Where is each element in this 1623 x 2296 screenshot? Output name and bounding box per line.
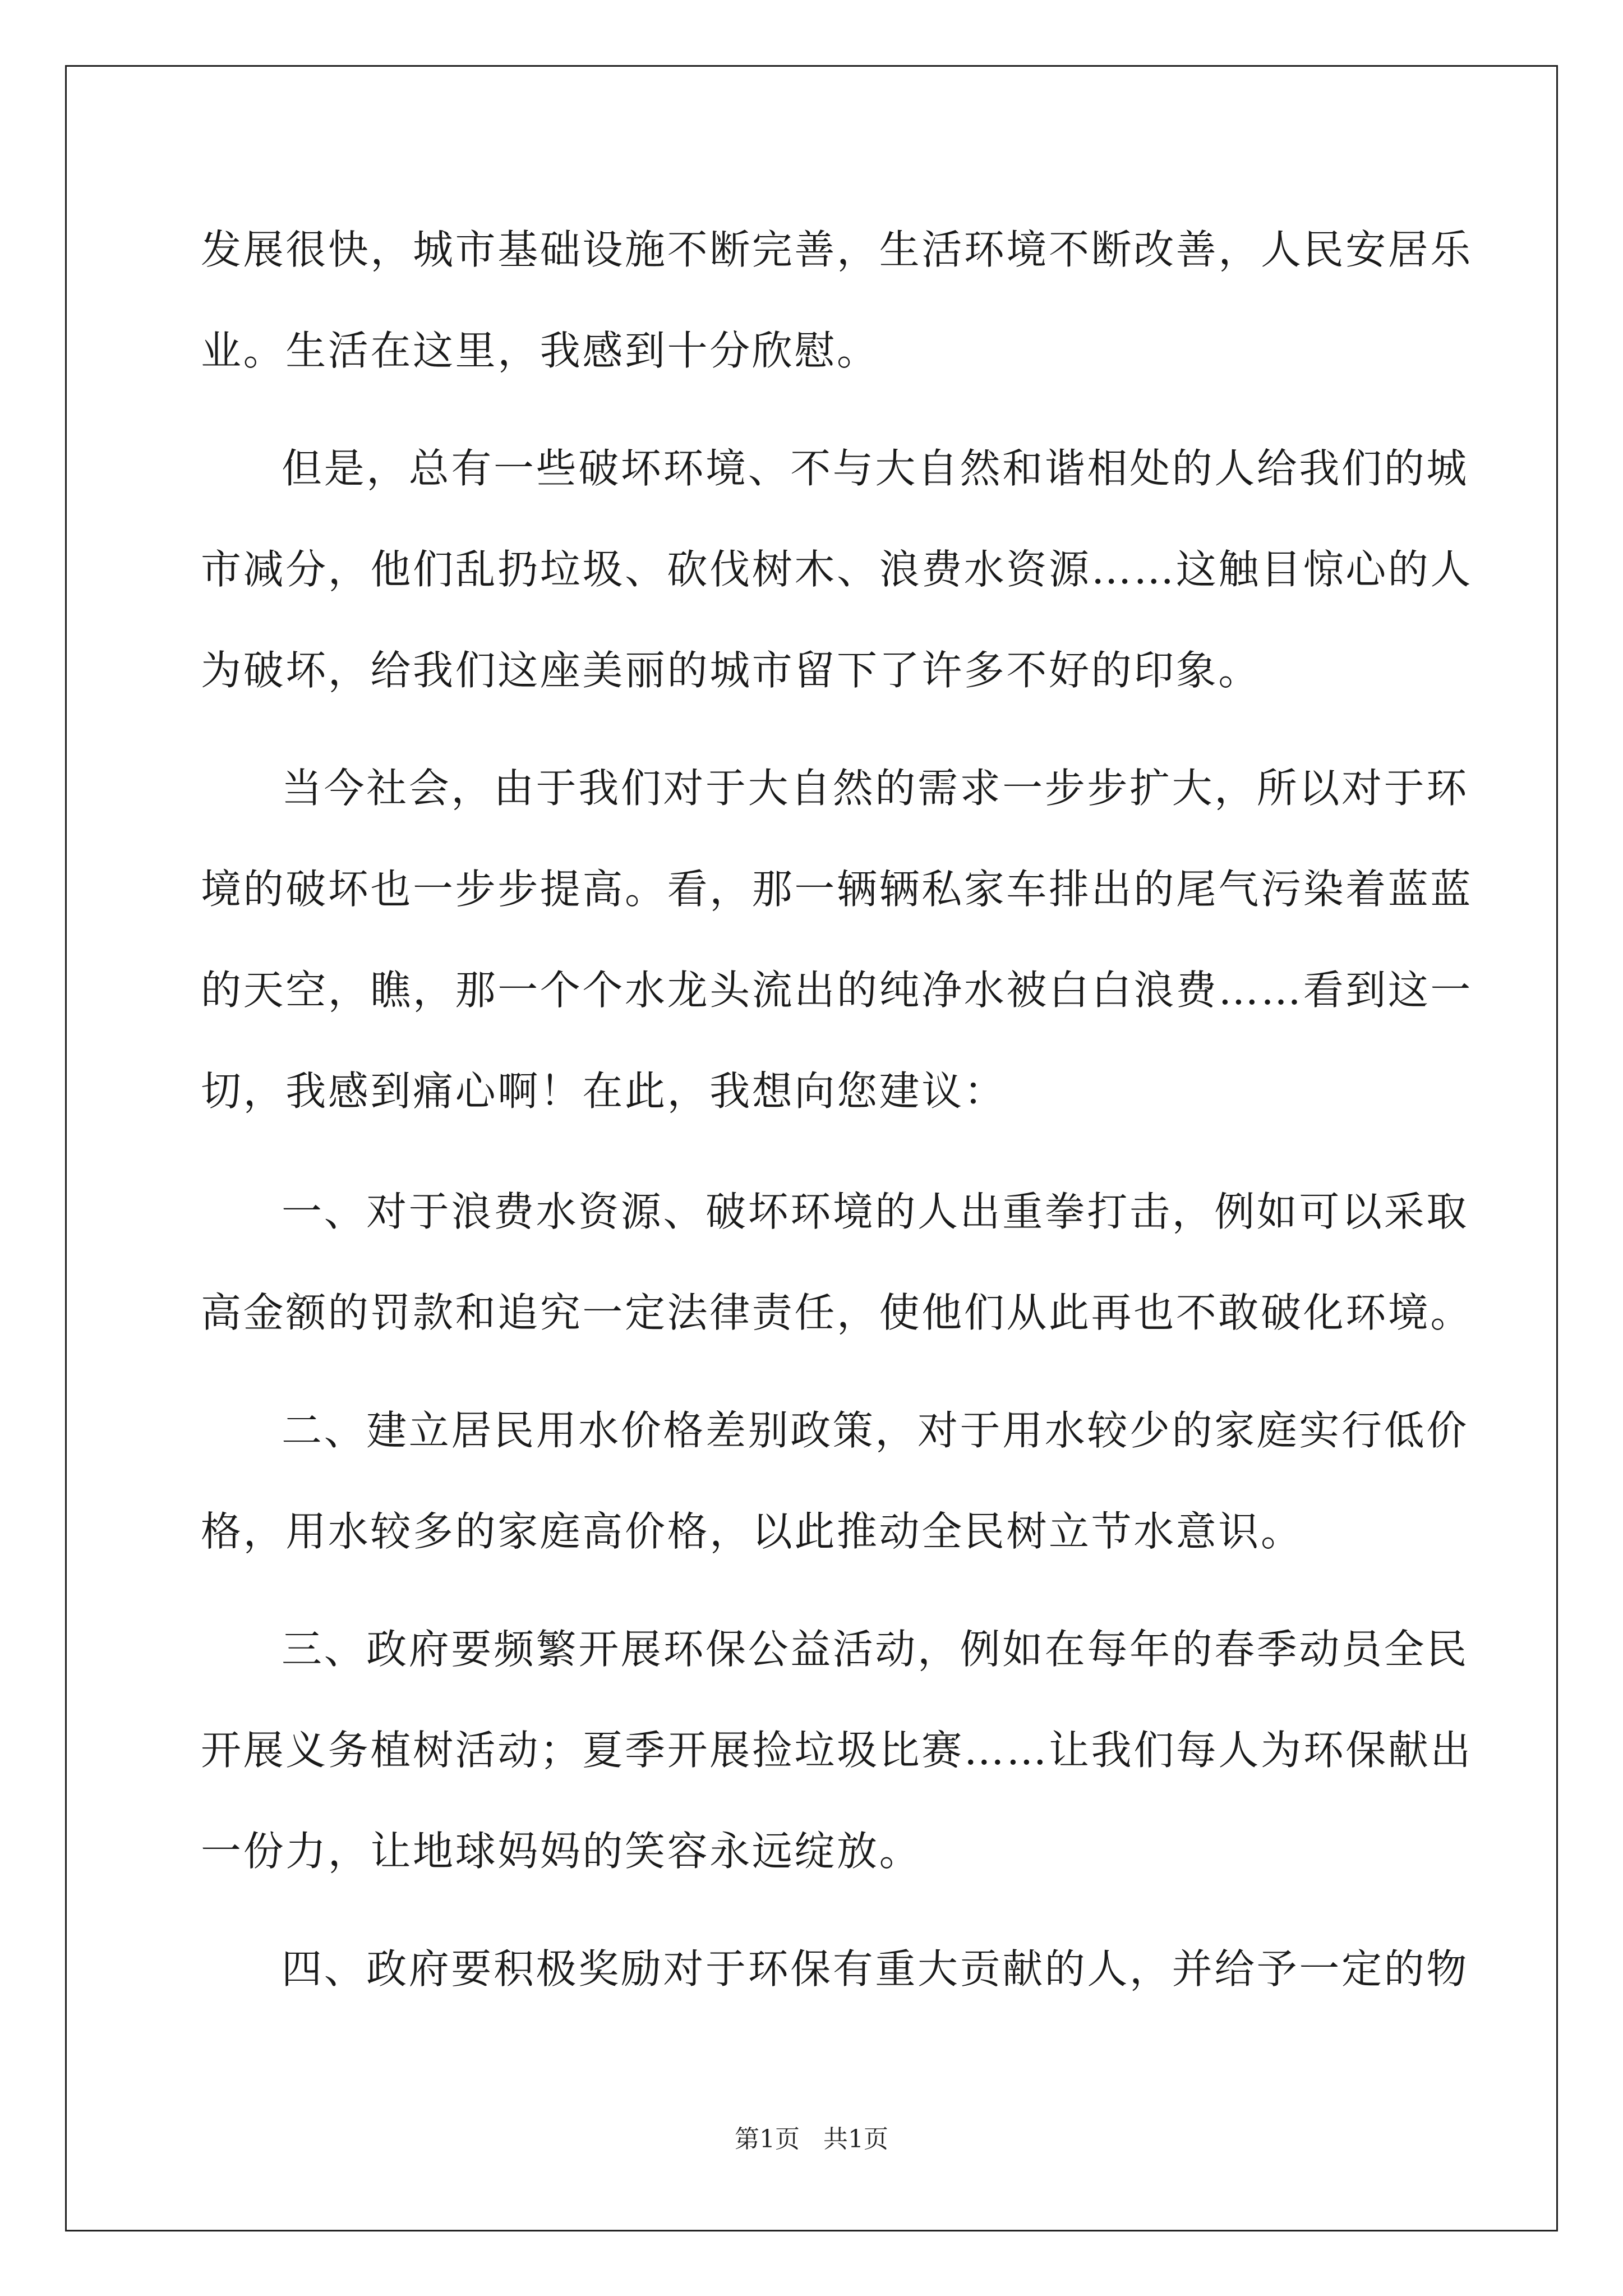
page-total: 共1页	[823, 2125, 888, 2154]
text-line: 一份力，让地球妈妈的笑容永远绽放。	[201, 1828, 922, 1875]
page-footer	[0, 2123, 1623, 2156]
text-line: 高金额的罚款和追究一定法律责任，使他们从此再也不敢破化环境。	[201, 1289, 1473, 1336]
text-line: 的天空，瞧，那一个个水龙头流出的纯净水被白白浪费……看到这一	[201, 967, 1473, 1014]
text-line: 一、对于浪费水资源、破坏环境的人出重拳打击，例如可以采取	[282, 1188, 1469, 1235]
text-line: 三、政府要频繁开展环保公益活动，例如在每年的春季动员全民	[282, 1626, 1469, 1673]
text-line: 市减分，他们乱扔垃圾、砍伐树木、浪费水资源……这触目惊心的人	[201, 546, 1473, 593]
text-line: 开展义务植树活动；夏季开展捡垃圾比赛……让我们每人为环保献出	[201, 1727, 1473, 1774]
page-number: 第1页	[735, 2125, 800, 2154]
text-line: 二、建立居民用水价格差别政策，对于用水较少的家庭实行低价	[282, 1407, 1469, 1454]
text-line: 当今社会，由于我们对于大自然的需求一步步扩大，所以对于环	[282, 765, 1469, 812]
text-line: 切，我感到痛心啊！在此，我想向您建议：	[201, 1068, 1007, 1115]
text-line: 格，用水较多的家庭高价格，以此推动全民树立节水意识。	[201, 1508, 1303, 1555]
text-line: 四、政府要积极奖励对于环保有重大贡献的人，并给予一定的物	[282, 1945, 1469, 1993]
text-line: 境的破坏也一步步提高。看，那一辆辆私家车排出的尾气污染着蓝蓝	[201, 866, 1473, 913]
text-line: 发展很快，城市基础设施不断完善，生活环境不断改善，人民安居乐	[201, 226, 1473, 273]
text-line: 为破坏，给我们这座美丽的城市留下了许多不好的印象。	[201, 647, 1261, 694]
page-border	[65, 65, 1558, 2231]
text-line: 业。生活在这里，我感到十分欣慰。	[201, 327, 879, 374]
text-line: 但是，总有一些破坏环境、不与大自然和谐相处的人给我们的城	[282, 445, 1469, 492]
